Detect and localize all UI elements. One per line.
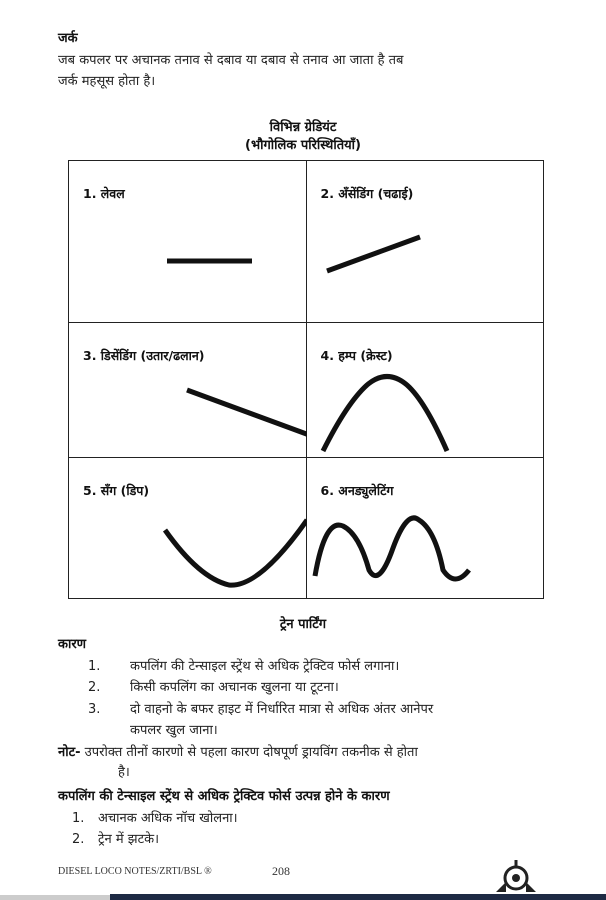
reasons-heading: कपलिंग की टेन्साइल स्ट्रेंथ से अधिक ट्रेक्टिव फोर्स उत्पन्न होने के कारण (58, 789, 390, 804)
cause-item: 3. दो वाहनो के बफर हाइट में निर्धारित मात्रा से अधिक अंतर आनेपर (88, 702, 434, 717)
cause-item: 1. कपलिंग की टेन्साइल स्ट्रेंथ से अधिक ट्रेक्टिव फोर्स लगाना। (88, 659, 400, 674)
jerk-text-line1: जब कपलर पर अचानक तनाव से दबाव या दबाव से तनाव आ जाता है तब (58, 53, 404, 68)
cell-label: 2. अँसेंडिंग (चढाई) (320, 186, 414, 201)
train-parting-title: ट्रेन पार्टिंग (279, 617, 327, 632)
railway-emblem-icon (494, 858, 538, 894)
cause-item: 2. किसी कपलिंग का अचानक खुलना या टूटना। (88, 680, 339, 695)
note-continuation: है। (118, 765, 130, 780)
cell-label: 5. सँग (डिप) (83, 483, 150, 498)
cell-descending (69, 323, 307, 458)
cell-undulating (306, 458, 544, 599)
cause-item-continuation: कपलर खुल जाना। (130, 723, 218, 738)
reason-item: 2. ट्रेन में झटके। (72, 832, 160, 847)
hump-curve-diagram (307, 323, 545, 458)
cell-label: 3. डिसेंडिंग (उतार/ढलान) (83, 348, 205, 363)
footer-bar (110, 894, 606, 900)
note: नोट- उपरोक्त तीनों कारणो से पहला कारण दोषपूर्ण ड्रायविंग तकनीक से होता (58, 745, 418, 760)
jerk-text-line2: जर्क महसूस होता है। (58, 74, 156, 89)
causes-heading: कारण (58, 637, 87, 652)
jerk-heading: जर्क (58, 31, 78, 46)
footer-bar-light (0, 895, 110, 900)
page-number: 208 (272, 864, 290, 878)
cell-label: 1. लेवल (83, 186, 125, 201)
gradient-table (68, 160, 544, 599)
gradient-subtitle: (भौगोलिक परिस्थितियाँ) (245, 138, 361, 153)
cell-level (69, 161, 307, 323)
cell-label: 4. हम्प (क्रेस्ट) (320, 348, 393, 363)
descending-line-diagram (69, 323, 307, 458)
footer-title: DIESEL LOCO NOTES/ZRTI/BSL ® (58, 866, 212, 877)
cell-ascending (306, 161, 544, 323)
undulating-curve-diagram (307, 458, 545, 599)
gradient-title: विभिन्न ग्रेडियंट (269, 120, 337, 135)
ascending-line-diagram (307, 161, 545, 323)
level-line-diagram (69, 161, 307, 323)
cell-label: 6. अनड्युलेटिंग (320, 483, 394, 498)
cell-hump (306, 323, 544, 458)
sag-curve-diagram (69, 458, 307, 599)
cell-sag (69, 458, 307, 599)
reason-item: 1. अचानक अधिक नॉच खोलना। (72, 811, 238, 826)
